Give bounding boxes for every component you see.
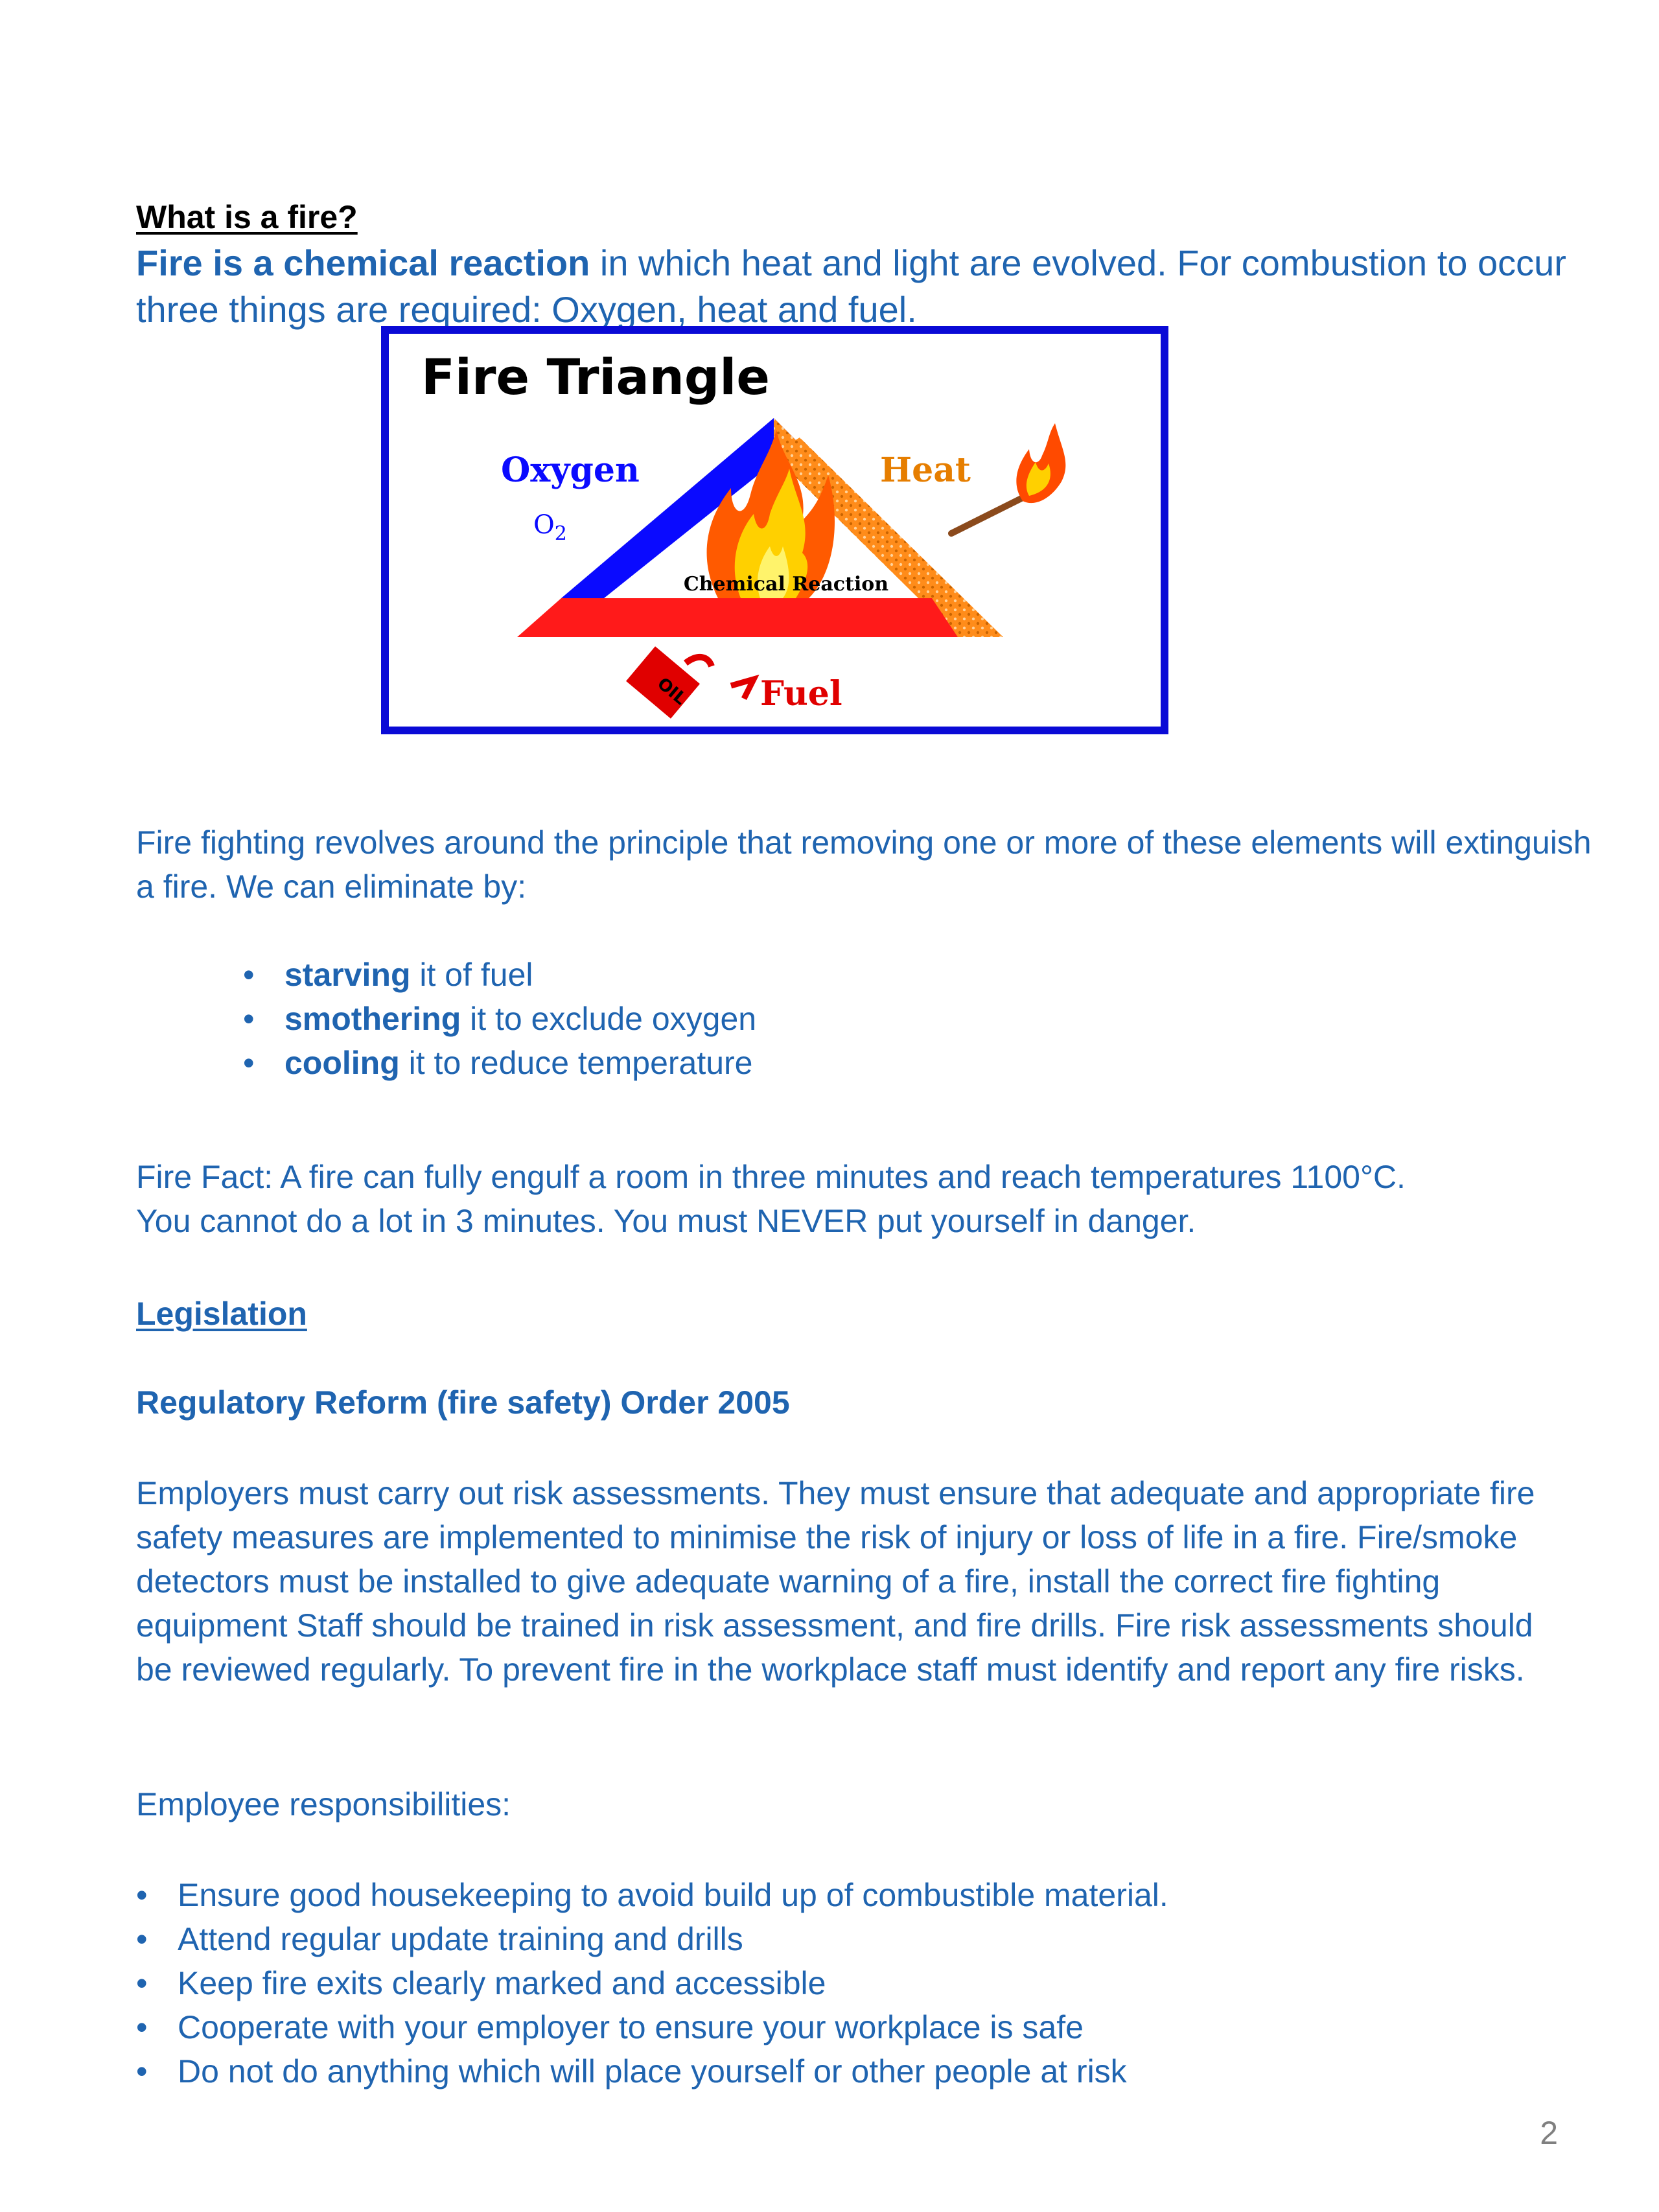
list-item: • Keep fire exits clearly marked and accessible	[136, 1961, 1562, 2005]
oil-can-label: OIL	[653, 673, 690, 709]
order-heading: Regulatory Reform (fire safety) Order 2005	[136, 1384, 790, 1421]
list-item: • Do not do anything which will place yourself or other people at risk	[136, 2049, 1562, 2093]
page-number: 2	[1540, 2115, 1558, 2151]
intro-rest: in which heat and light are evolved. For combustion to occur three things are required: Oxygen, heat and fuel.	[136, 242, 1566, 330]
fuel-label: Fuel	[760, 674, 842, 714]
oxygen-label: Oxygen	[501, 450, 640, 490]
diagram-title: Fire Triangle	[421, 348, 770, 406]
o2-label: $O_2$	[533, 510, 567, 545]
employers-paragraph: Employers must carry out risk assessments. They must ensure that adequate and appropriate fire safety measures are implemented to minimise the risk of injury or loss of life in a fire. Fire/smoke detectors must be installed to give adequate warning of a fire, install the correct fire fighting equipment Staff should be trained in risk assessment, and fire drills. Fire risk assessments should be reviewed regularly. To prevent fire in the workplace staff must identify and report any fire risks.	[136, 1475, 1535, 1688]
heat-label: Heat	[880, 450, 971, 490]
responsibilities-list	[136, 1873, 1562, 2093]
responsibilities-heading: Employee responsibilities:	[136, 1786, 511, 1822]
legislation-heading: Legislation	[136, 1296, 307, 1332]
list-item: • Attend regular update training and drills	[136, 1917, 1562, 1961]
list-item: • Cooperate with your employer to ensure your workplace is safe	[136, 2005, 1562, 2049]
principle-paragraph: Fire fighting revolves around the principle that removing one or more of these elements will extinguish a fire. We can eliminate by:	[136, 824, 1592, 905]
section-heading-what-is-fire: What is a fire?	[136, 199, 358, 235]
intro-bold-phrase: Fire is a chemical reaction	[136, 242, 590, 283]
list-item: • smothering it to exclude oxygen	[243, 997, 1474, 1041]
elimination-methods-list	[243, 953, 1474, 1085]
fire-fact-line-2: You cannot do a lot in 3 minutes. You must NEVER put yourself in danger.	[136, 1203, 1196, 1239]
list-item: • starving it of fuel	[243, 953, 1474, 997]
triangle-fuel-base	[517, 598, 958, 637]
fire-fact-line-1: Fire Fact: A fire can fully engulf a room in three minutes and reach temperatures 1100°C.	[136, 1159, 1406, 1195]
fire-triangle-diagram	[381, 326, 1168, 734]
intro-paragraph	[136, 240, 1594, 333]
list-item: • Ensure good housekeeping to avoid build up of combustible material.	[136, 1873, 1562, 1917]
list-item: • cooling it to reduce temperature	[243, 1041, 1474, 1085]
chemical-reaction-label: Chemical Reaction	[683, 573, 889, 596]
